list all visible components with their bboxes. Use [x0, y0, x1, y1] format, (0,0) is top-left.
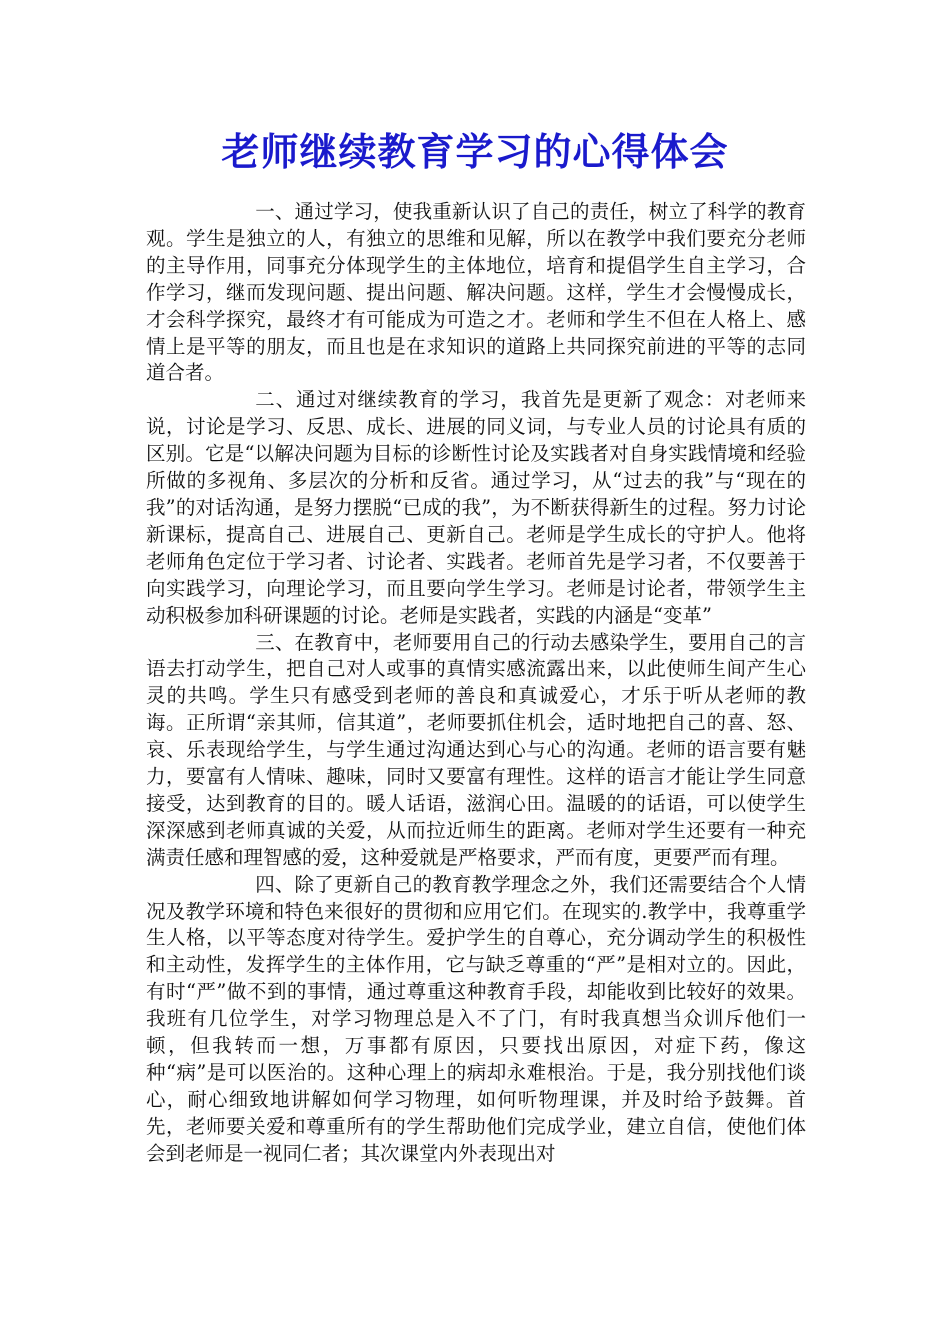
- document-body: [146, 199, 806, 1168]
- paragraph-1: 一、通过学习，使我重新认识了自己的责任，树立了科学的教育观。学生是独立的人，有独立的思维和见解，所以在教学中我们要充分老师的主导作用，同事充分体现学生的主体地位，培育和提倡学生自主学习，合作学习，继而发现问题、提出问题、解决问题。这样，学生才会慢慢成长，才会科学探究，最终才有可能成为可造之才。老师和学生不但在人格上、感情上是平等的朋友，而且也是在求知识的道路上共同探究前进的平等的志同道合者。: [146, 200, 806, 385]
- paragraph-3: 三、在教育中，老师要用自己的行动去感染学生，要用自己的言语去打动学生，把自己对人或事的真情实感流露出来，以此使师生间产生心灵的共鸣。学生只有感受到老师的善良和真诚爱心，才乐于听从老师的教诲。正所谓“亲其师，信其道”，老师要抓住机会，适时地把自己的喜、怒、哀、乐表现给学生，与学生通过沟通达到心与心的沟通。老师的语言要有魅力，要富有人情味、趣味，同时又要富有理性。这样的语言才能让学生同意接受，达到教育的目的。暖人话语，滋润心田。温暖的的话语，可以使学生深深感到老师真诚的关爱，从而拉近师生的距离。老师对学生还要有一种充满责任感和理智感的爱，这种爱就是严格要求，严而有度，更要严而有理。: [146, 630, 806, 869]
- paragraph-4: 四、除了更新自己的教育教学理念之外，我们还需要结合个人情况及教学环境和特色来很好的贯彻和应用它们。在现实的.教学中，我尊重学生人格，以平等态度对待学生。爱护学生的自尊心，充分调动学生的积极性和主动性，发挥学生的主体作用，它与缺乏尊重的“严”是相对立的。因此，有时“严”做不到的事情，通过尊重这种教育手段，却能收到比较好的效果。我班有几位学生，对学习物理总是入不了门，有时我真想当众训斥他们一顿，但我转而一想，万事都有原因，只要找出原因，对症下药，像这种“病”是可以医治的。这种心理上的病却永难根治。于是，我分别找他们谈心，耐心细致地讲解如何学习物理，如何听物理课，并及时给予鼓舞。首先，老师要关爱和尊重所有的学生帮助他们完成学业，建立自信，使他们体会到老师是一视同仁者；其次课堂内外表现出对: [146, 872, 806, 1165]
- paragraph-2: 二、通过对继续教育的学习，我首先是更新了观念：对老师来说，讨论是学习、反思、成长、进展的同义词，与专业人员的讨论具有质的区别。它是“以解决问题为目标的诊断性讨论及实践者对自身实践情境和经验所做的多视角、多层次的分析和反省。通过学习，从“过去的我”与“现在的我”的对话沟通，是努力摆脱“已成的我”，为不断获得新生的过程。努力讨论新课标，提高自己、进展自己、更新自己。老师是学生成长的守护人。他将老师角色定位于学习者、讨论者、实践者。老师首先是学习者，不仅要善于向实践学习，向理论学习，而且要向学生学习。老师是讨论者，带领学生主动积极参加科研课题的讨论。老师是实践者，实践的内涵是“变革”: [146, 388, 806, 627]
- document-title: 老师继续教育学习的心得体会: [221, 129, 729, 174]
